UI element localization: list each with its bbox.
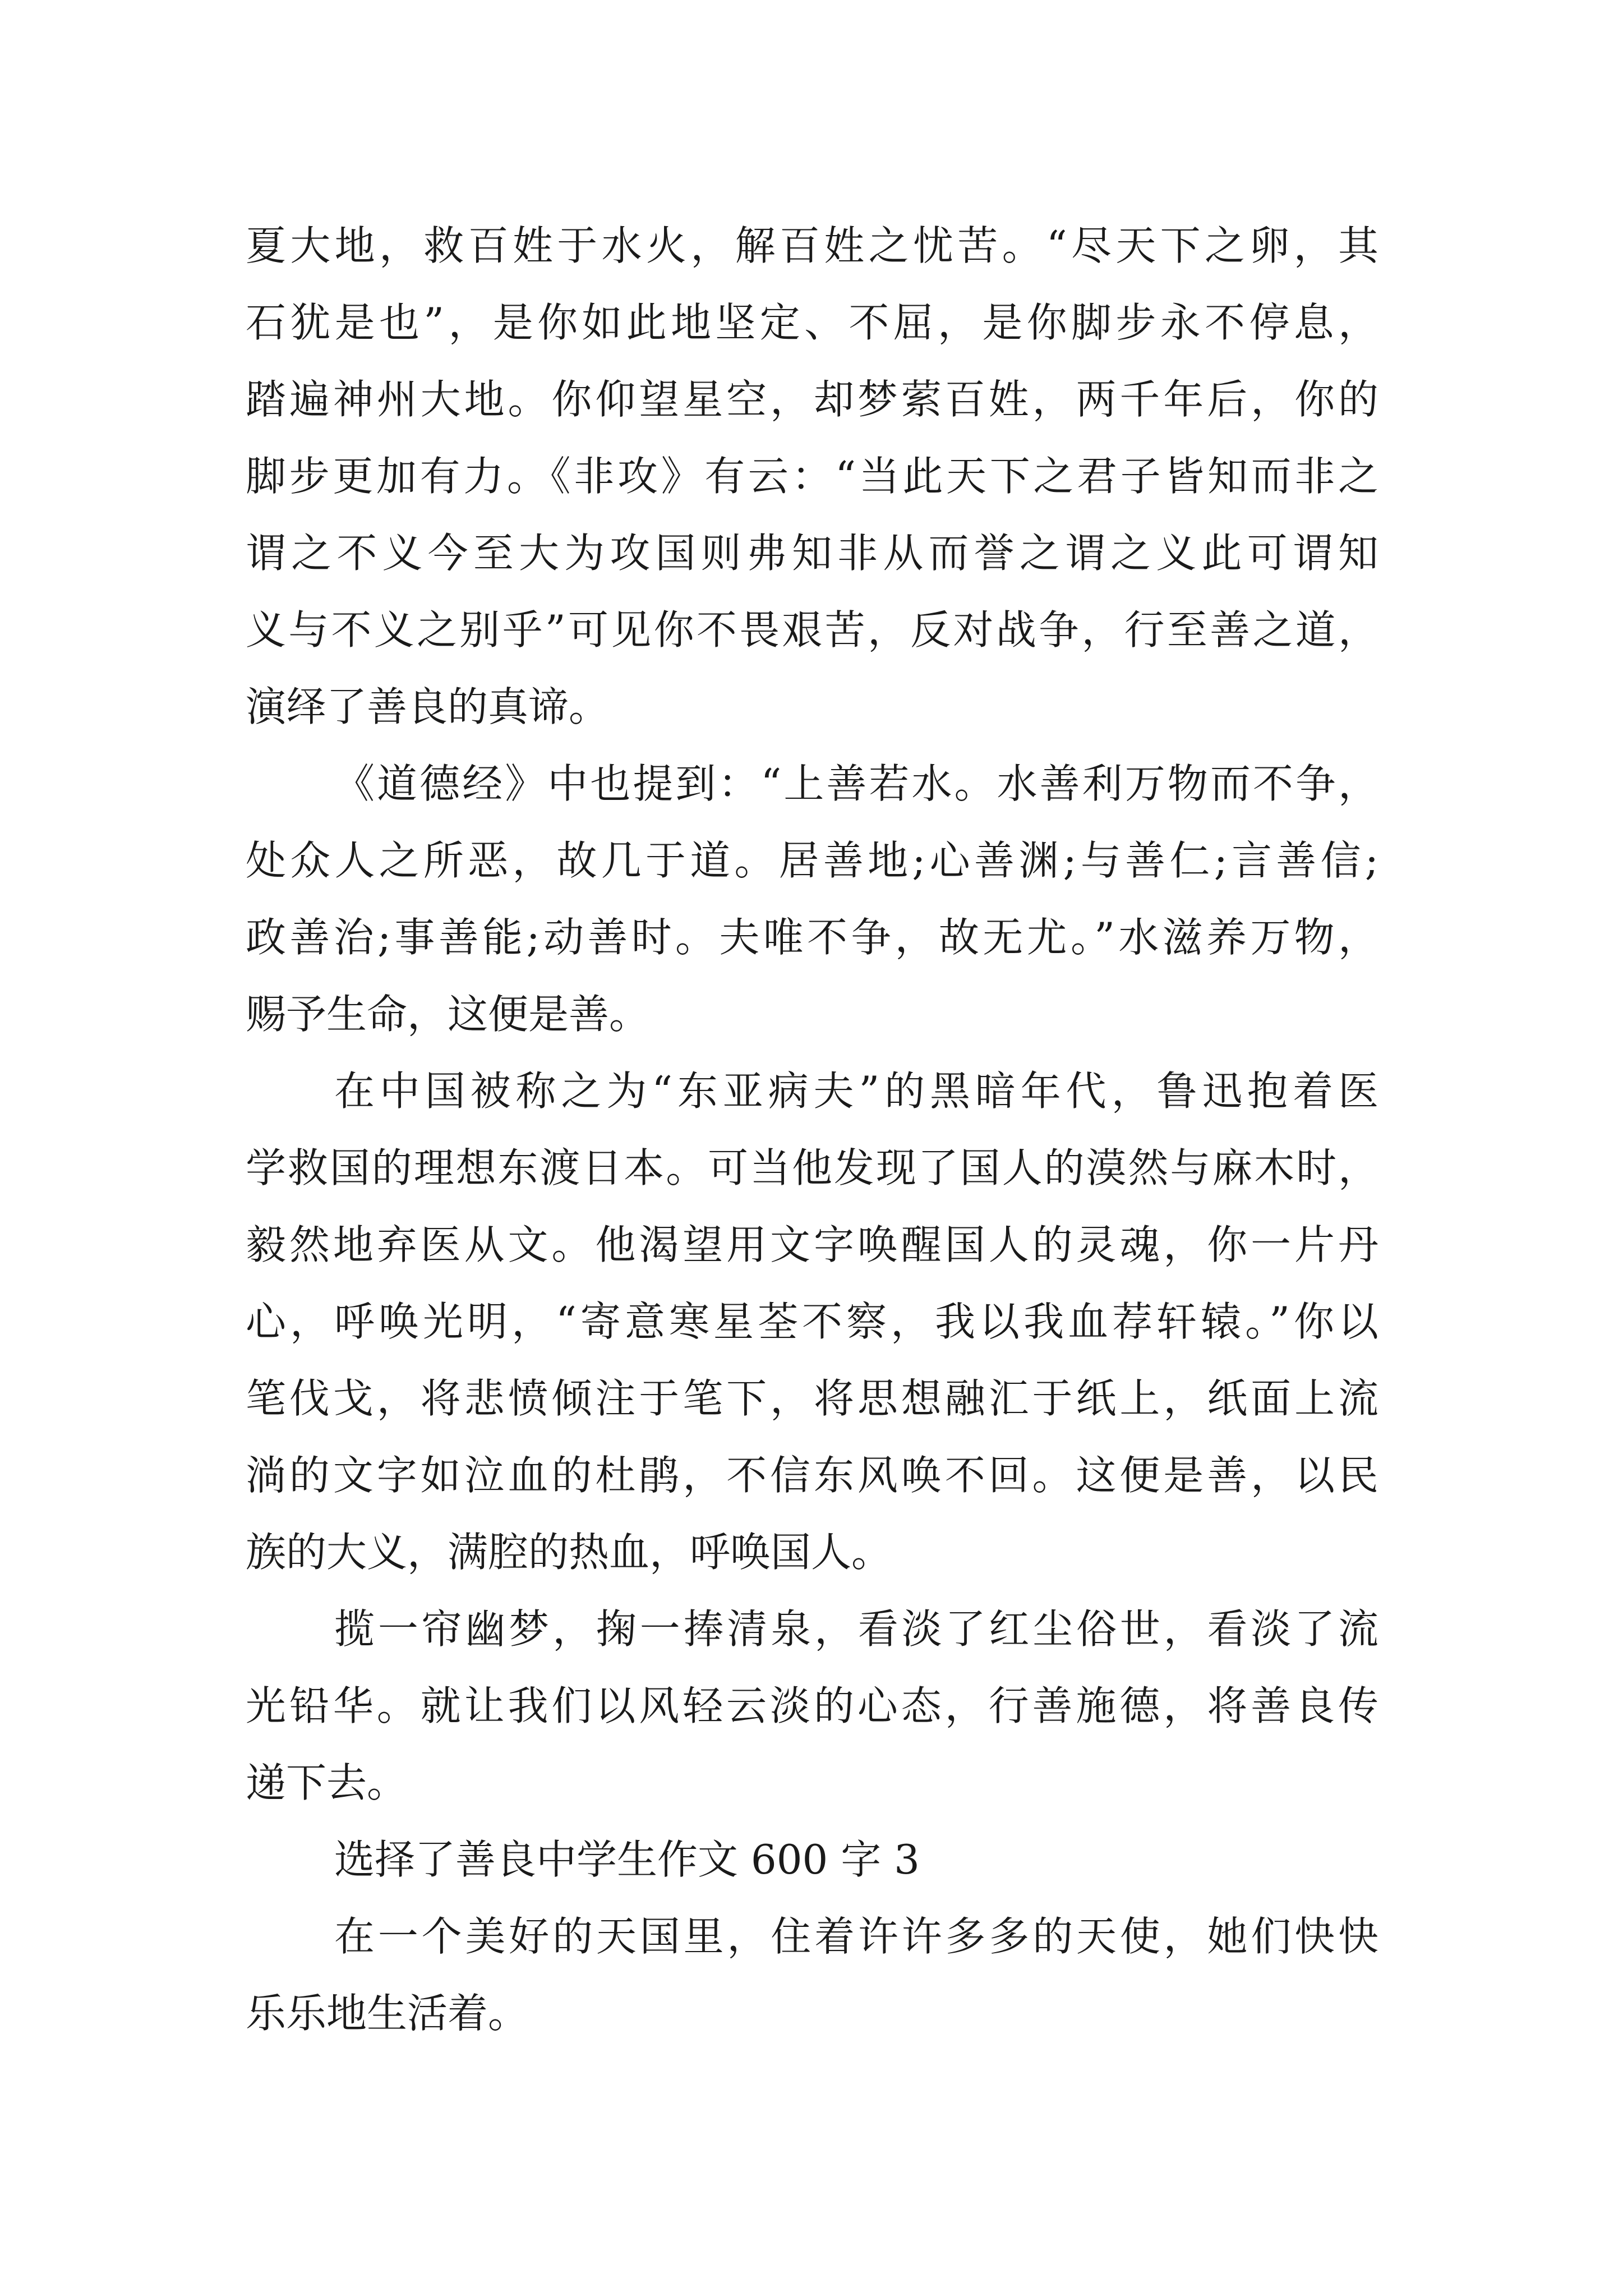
- text-line: 乐乐地生活着。: [246, 1990, 529, 2037]
- text-line: 族的大义，满腔的热血，呼唤国人。: [246, 1529, 892, 1576]
- text-line: 脚步更加有力。《非攻》有云：“当此天下之君子皆知而非之: [246, 453, 1378, 500]
- text-line: 光铅华。就让我们以风轻云淡的心态，行善施德，将善良传: [246, 1682, 1378, 1729]
- document-body: [246, 208, 1378, 2052]
- text-line: 毅然地弃医从文。他渴望用文字唤醒国人的灵魂，你一片丹: [246, 1221, 1378, 1268]
- text-line: 揽一帘幽梦，掬一捧清泉，看淡了红尘俗世，看淡了流: [334, 1605, 1378, 1653]
- text-line: 淌的文字如泣血的杜鹃，不信东风唤不回。这便是善，以民: [246, 1452, 1378, 1499]
- text-line: 心，呼唤光明，“寄意寒星荃不察，我以我血荐轩辕。”你以: [246, 1298, 1378, 1345]
- text-line: 夏大地，救百姓于水火，解百姓之忧苦。“尽天下之卵，其: [246, 222, 1378, 269]
- text-line: 政善治;事善能;动善时。夫唯不争，故无尤。”水滋养万物，: [246, 914, 1378, 961]
- text-line: 赐予生命，这便是善。: [246, 991, 650, 1038]
- text-line: 谓之不义今至大为攻国则弗知非从而誉之谓之义此可谓知: [246, 530, 1378, 577]
- text-line: 在中国被称之为“东亚病夫”的黑暗年代，鲁迅抱着医: [334, 1068, 1378, 1115]
- text-line: 学救国的理想东渡日本。可当他发现了国人的漠然与麻木时，: [246, 1144, 1378, 1191]
- text-line: 演绎了善良的真谛。: [246, 683, 610, 730]
- text-line: 踏遍神州大地。你仰望星空，却梦萦百姓，两千年后，你的: [246, 376, 1378, 423]
- text-line: 石犹是也”，是你如此地坚定、不屈，是你脚步永不停息，: [246, 299, 1378, 346]
- text-line: 《道德经》中也提到：“上善若水。水善利万物而不争，: [334, 760, 1378, 807]
- text-line: 义与不义之别乎”可见你不畏艰苦，反对战争，行至善之道，: [246, 606, 1378, 654]
- text-line: 在一个美好的天国里，住着许许多多的天使，她们快快: [334, 1913, 1378, 1960]
- text-line: 选择了善良中学生作文 600 字 3: [334, 1836, 920, 1883]
- text-line: 递下去。: [246, 1759, 408, 1806]
- text-line: 处众人之所恶，故几于道。居善地;心善渊;与善仁;言善信;: [246, 837, 1378, 884]
- text-line: 笔伐戈，将悲愤倾注于笔下，将思想融汇于纸上，纸面上流: [246, 1375, 1378, 1422]
